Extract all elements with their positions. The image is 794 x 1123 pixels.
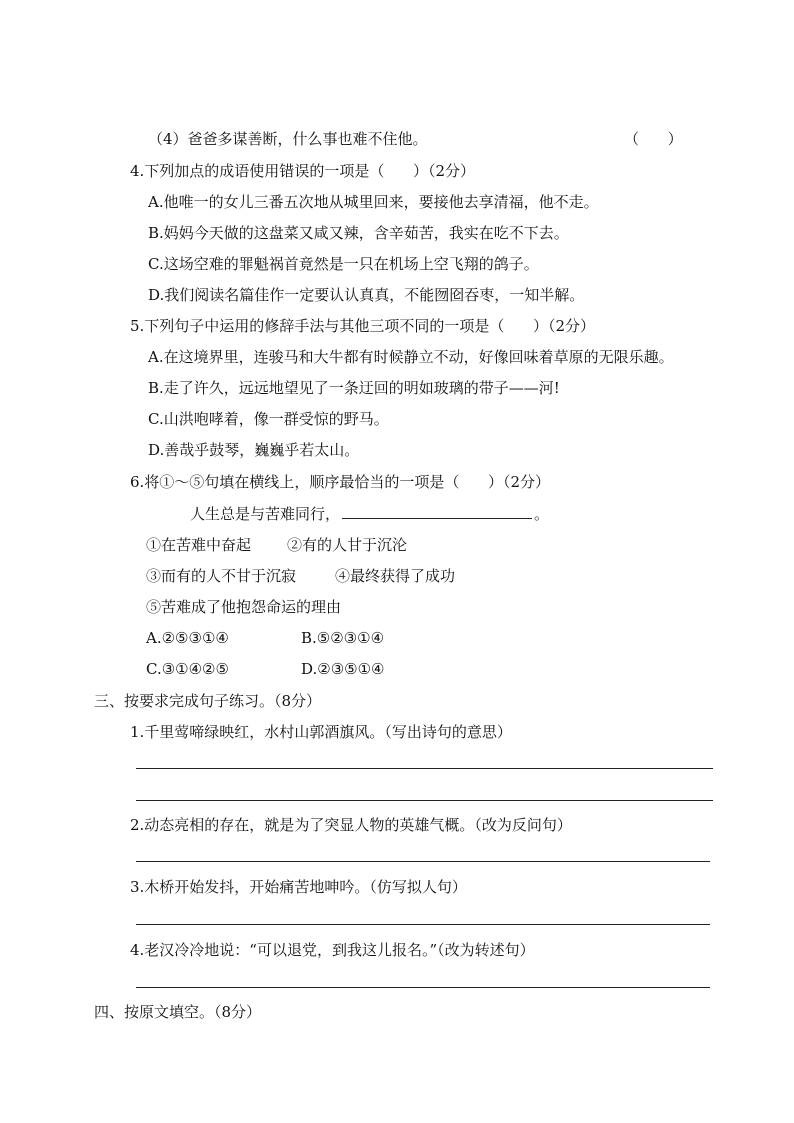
sentence-item-5: ⑤苦难成了他抱怨命运的理由	[146, 598, 342, 616]
section-3-question-1: 1.千里莺啼绿映红，水村山郭酒旗风。（写出诗句的意思）	[130, 723, 512, 741]
option-a: A.他唯一的女儿三番五次地从城里回来，要接他去享清福，他不走。	[148, 193, 599, 211]
option-d: D.我们阅读名篇佳作一定要认认真真，不能囫囵吞枣，一知半解。	[148, 286, 585, 304]
sentence-end: 。	[534, 505, 550, 523]
question-6-stem	[130, 472, 550, 492]
answer-line[interactable]	[136, 924, 710, 925]
section-3-question-2: 2.动态亮相的存在，就是为了突显人物的英雄气概。（改为反问句）	[130, 816, 572, 834]
option-c: C.③①④②⑤	[146, 660, 229, 678]
answer-paren[interactable]: （ ）	[624, 130, 683, 148]
stem-score: ）（2分）	[412, 162, 475, 180]
option-b: B.妈妈今天做的这盘菜又咸又辣，含辛茹苦，我实在吃不下去。	[148, 224, 569, 242]
option-c: C.山洪咆哮着，像一群受惊的野马。	[148, 410, 389, 428]
question-4-stem	[130, 161, 475, 181]
answer-blank[interactable]	[504, 317, 533, 335]
option-c: C.这场空难的罪魁祸首竟然是一只在机场上空飞翔的鸽子。	[148, 255, 539, 273]
section-3-question-3: 3.木桥开始发抖，开始痛苦地呻吟。（仿写拟人句）	[130, 878, 467, 896]
option-d: D.善哉乎鼓琴，巍巍乎若太山。	[148, 441, 360, 459]
question-text: （4）爸爸多谋善断，什么事也难不住他。	[148, 130, 428, 148]
section-3-question-4: 4.老汉冷冷地说：“可以退党，到我这儿报名。”（改为转述句）	[130, 941, 535, 959]
answer-line[interactable]	[136, 987, 710, 988]
question-5-stem	[130, 316, 595, 336]
answer-line[interactable]	[136, 768, 713, 769]
option-b: B.⑤②③①④	[301, 629, 385, 647]
section-3-heading: 三、按要求完成句子练习。（8分）	[94, 692, 322, 710]
option-a: A.②⑤③①④	[146, 629, 229, 647]
stem-text: 5.下列句子中运用的修辞手法与其他三项不同的一项是（	[130, 317, 505, 335]
option-b: B.走了许久，远远地望见了一条迂回的明如玻璃的带子——河!	[148, 379, 560, 397]
sentence-item-4: ④最终获得了成功	[335, 567, 456, 585]
stem-text: 6.将①～⑤句填在横线上，顺序最恰当的一项是（	[130, 473, 460, 491]
question-item-4	[148, 129, 428, 149]
stem-score: ）（2分）	[532, 317, 595, 335]
fill-sentence	[190, 504, 549, 524]
fill-blank-line[interactable]	[342, 504, 532, 519]
stem-score: ）（2分）	[487, 473, 550, 491]
answer-blank[interactable]	[384, 162, 413, 180]
answer-line[interactable]	[136, 800, 713, 801]
sentence-item-1: ①在苦难中奋起	[146, 536, 252, 554]
answer-blank[interactable]	[459, 473, 488, 491]
sentence-text: 人生总是与苦难同行，	[190, 505, 341, 523]
option-a: A.在这境界里，连骏马和大牛都有时候静立不动，好像回味着草原的无限乐趣。	[148, 348, 674, 366]
sentence-item-3: ③而有的人不甘于沉寂	[146, 567, 297, 585]
sentence-item-2: ②有的人甘于沉沦	[287, 536, 408, 554]
section-4-heading: 四、按原文填空。（8分）	[94, 1003, 262, 1021]
option-d: D.②③⑤①④	[301, 660, 385, 678]
stem-text: 4.下列加点的成语使用错误的一项是（	[130, 162, 385, 180]
answer-line[interactable]	[136, 861, 710, 862]
